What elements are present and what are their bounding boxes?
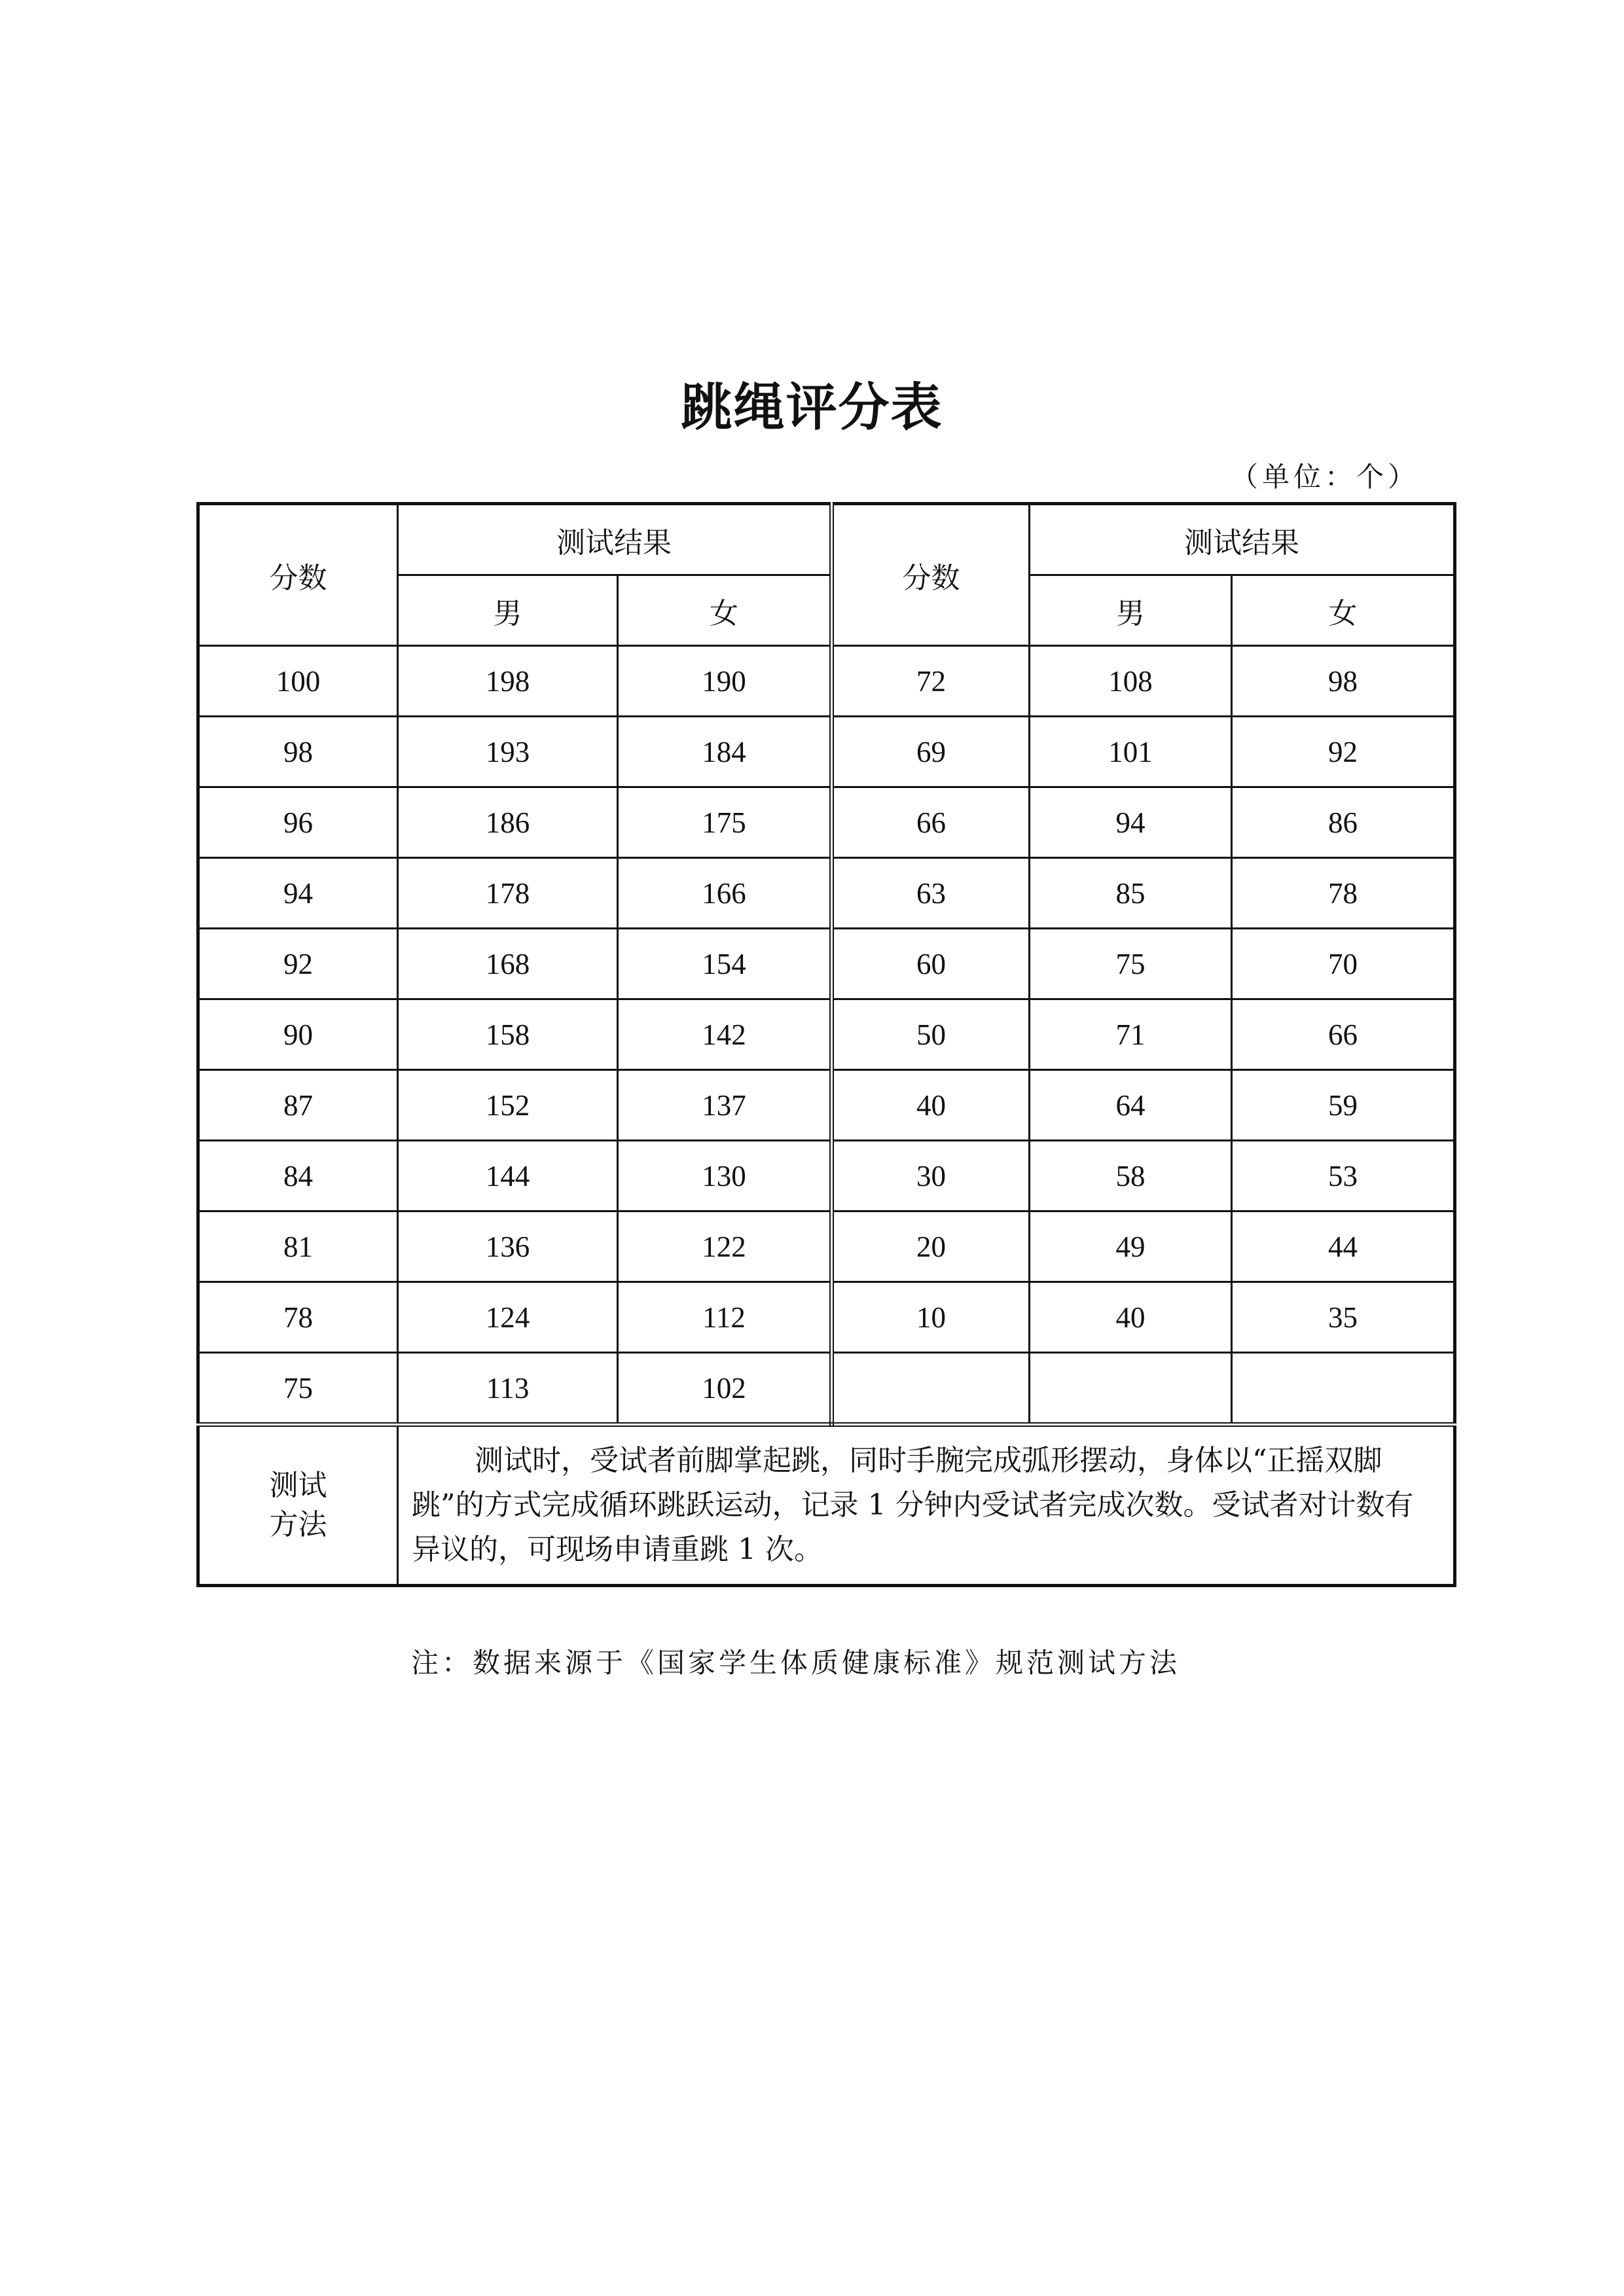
table-row (198, 929, 1455, 999)
score-cell (832, 1353, 1030, 1425)
score-cell: 63 (832, 858, 1030, 929)
male-count-cell: 186 (398, 787, 618, 858)
male-count-cell: 108 (1030, 646, 1232, 717)
female-count-cell: 112 (618, 1282, 832, 1353)
female-count-cell: 66 (1232, 999, 1455, 1070)
female-count-cell: 154 (618, 929, 832, 999)
score-cell: 84 (198, 1141, 398, 1211)
female-count-cell: 78 (1232, 858, 1455, 929)
header-male: 男 (1030, 575, 1232, 646)
male-count-cell: 85 (1030, 858, 1232, 929)
score-cell: 66 (832, 787, 1030, 858)
table-row (198, 999, 1455, 1070)
male-count-cell: 75 (1030, 929, 1232, 999)
female-count-cell: 86 (1232, 787, 1455, 858)
female-count-cell: 142 (618, 999, 832, 1070)
female-count-cell: 59 (1232, 1070, 1455, 1141)
male-count-cell: 124 (398, 1282, 618, 1353)
table-row (198, 1070, 1455, 1141)
female-count-cell (1232, 1353, 1455, 1425)
female-count-cell: 130 (618, 1141, 832, 1211)
male-count-cell (1030, 1353, 1232, 1425)
female-count-cell: 35 (1232, 1282, 1455, 1353)
table-row (198, 1282, 1455, 1353)
female-count-cell: 44 (1232, 1211, 1455, 1282)
score-cell: 92 (198, 929, 398, 999)
score-cell: 81 (198, 1211, 398, 1282)
header-score: 分数 (832, 504, 1030, 646)
male-count-cell: 158 (398, 999, 618, 1070)
header-score: 分数 (198, 504, 398, 646)
header-female: 女 (618, 575, 832, 646)
method-label-line1: 测试 (269, 1469, 327, 1502)
method-label (198, 1425, 398, 1586)
male-count-cell: 198 (398, 646, 618, 717)
score-cell: 10 (832, 1282, 1030, 1353)
table-row (198, 1353, 1455, 1425)
female-count-cell: 98 (1232, 646, 1455, 717)
unit-label: （单位：个） (1231, 461, 1420, 493)
male-count-cell: 49 (1030, 1211, 1232, 1282)
female-count-cell: 190 (618, 646, 832, 717)
male-count-cell: 168 (398, 929, 618, 999)
table-row (198, 858, 1455, 929)
source-note: 注：数据来源于《国家学生体质健康标准》规范测试方法 (411, 1647, 1181, 1679)
table-row (198, 1211, 1455, 1282)
table-row (198, 646, 1455, 717)
female-count-cell: 175 (618, 787, 832, 858)
score-cell: 69 (832, 717, 1030, 787)
score-cell: 94 (198, 858, 398, 929)
male-count-cell: 152 (398, 1070, 618, 1141)
score-cell: 98 (198, 717, 398, 787)
female-count-cell: 184 (618, 717, 832, 787)
score-cell: 96 (198, 787, 398, 858)
male-count-cell: 58 (1030, 1141, 1232, 1211)
header-female: 女 (1232, 575, 1455, 646)
score-cell: 20 (832, 1211, 1030, 1282)
score-cell: 50 (832, 999, 1030, 1070)
score-cell: 78 (198, 1282, 398, 1353)
male-count-cell: 113 (398, 1353, 618, 1425)
score-cell: 40 (832, 1070, 1030, 1141)
score-cell: 72 (832, 646, 1030, 717)
male-count-cell: 71 (1030, 999, 1232, 1070)
male-count-cell: 94 (1030, 787, 1232, 858)
table-row (198, 1141, 1455, 1211)
female-count-cell: 53 (1232, 1141, 1455, 1211)
male-count-cell: 193 (398, 717, 618, 787)
male-count-cell: 178 (398, 858, 618, 929)
table-row (198, 787, 1455, 858)
method-label-line2: 方法 (269, 1508, 327, 1541)
score-cell: 87 (198, 1070, 398, 1141)
score-table (196, 502, 1456, 1587)
page-title: 跳绳评分表 (681, 378, 943, 437)
header-result: 测试结果 (1030, 504, 1455, 575)
female-count-cell: 92 (1232, 717, 1455, 787)
male-count-cell: 144 (398, 1141, 618, 1211)
male-count-cell: 101 (1030, 717, 1232, 787)
female-count-cell: 70 (1232, 929, 1455, 999)
table-row (198, 717, 1455, 787)
score-cell: 90 (198, 999, 398, 1070)
header-male: 男 (398, 575, 618, 646)
score-cell: 100 (198, 646, 398, 717)
header-result: 测试结果 (398, 504, 832, 575)
male-count-cell: 64 (1030, 1070, 1232, 1141)
female-count-cell: 102 (618, 1353, 832, 1425)
male-count-cell: 40 (1030, 1282, 1232, 1353)
score-cell: 30 (832, 1141, 1030, 1211)
female-count-cell: 122 (618, 1211, 832, 1282)
score-cell: 75 (198, 1353, 398, 1425)
score-cell: 60 (832, 929, 1030, 999)
female-count-cell: 166 (618, 858, 832, 929)
method-text: 测试时，受试者前脚掌起跳，同时手腕完成弧形摆动，身体以“正摇双脚跳”的方式完成循环跳跃运动，记录 1 分钟内受试者完成次数。受试者对计数有异议的，可现场申请重跳 1 次。 (398, 1425, 1455, 1586)
female-count-cell: 137 (618, 1070, 832, 1141)
male-count-cell: 136 (398, 1211, 618, 1282)
